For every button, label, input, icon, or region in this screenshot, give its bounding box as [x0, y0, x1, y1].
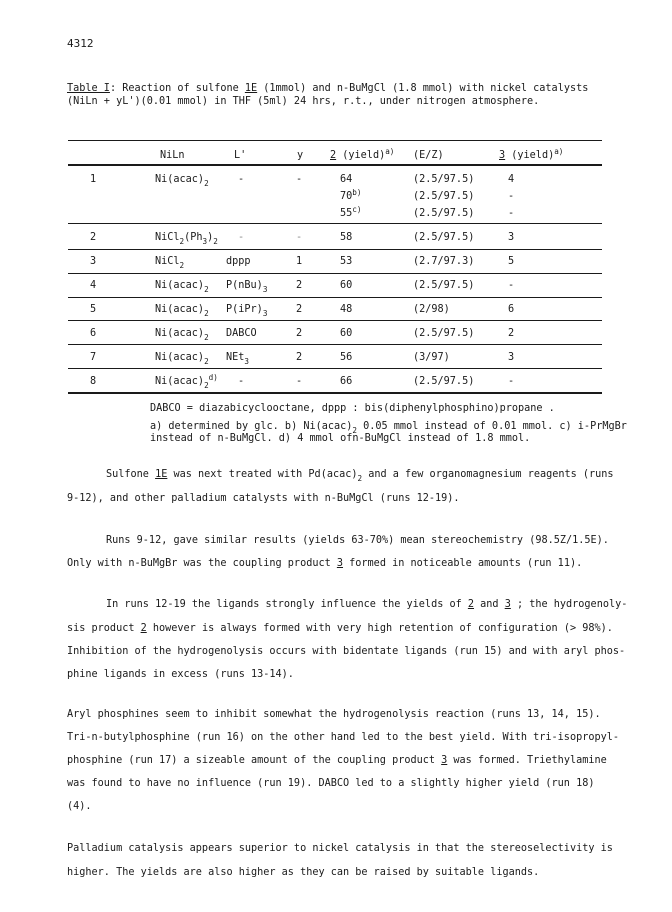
- cell-run: 7: [90, 352, 97, 363]
- cell-ez: (2.5/97.5): [413, 232, 475, 243]
- cell-run: 1: [90, 174, 97, 185]
- cell-lprime: [226, 304, 268, 318]
- cell-niln: [155, 232, 218, 246]
- text: formed in noticeable amounts (run 11).: [343, 558, 583, 569]
- cell-niln: [155, 174, 209, 188]
- table-header-rule: [68, 164, 602, 166]
- subscript: 2: [213, 237, 218, 246]
- cell-lprime: DABCO: [226, 328, 257, 339]
- paragraph-4-line-3: [67, 756, 607, 766]
- catalyst: Ni(acac): [155, 376, 205, 387]
- table-abbreviations: DABCO = diazabicyclooctane, dppp : bis(diphenylphosphino)propane .: [150, 403, 555, 414]
- text: however is always formed with very high retention of configuration (> 98%).: [146, 623, 613, 634]
- footnote-mark: c): [352, 205, 362, 214]
- cell-run: 3: [90, 256, 97, 267]
- footnote-text: 0.05 mmol instead of 0.01 mmol. c) i-PrMgBr: [357, 421, 627, 432]
- cell-y: 2: [296, 280, 303, 291]
- paragraph-4-line-4: was found to have no influence (run 19). DABCO led to a slightly higher yield (run 18): [67, 778, 595, 789]
- value: 70: [340, 191, 353, 202]
- cell-yield-3: 5: [508, 256, 515, 267]
- cell-y: -: [296, 174, 303, 185]
- header-yield-text: (yield): [336, 150, 386, 161]
- header-y: y: [297, 150, 304, 161]
- cell-ez: (2.5/97.5): [413, 191, 475, 202]
- cell-run: 6: [90, 328, 97, 339]
- cell-y: 2: [296, 352, 303, 363]
- cell-niln: [155, 328, 209, 342]
- cell-y: -: [296, 232, 303, 243]
- catalyst: NiCl: [155, 256, 180, 267]
- cell-run: 8: [90, 376, 97, 387]
- subscript: 2: [204, 179, 209, 188]
- text: was formed. Triethylamine: [447, 755, 607, 766]
- paragraph-4-line-2: Tri-n-butylphosphine (run 16) on the other hand led to the best yield. With tri-isopropyl-: [67, 732, 620, 743]
- cell-lprime: -: [238, 232, 245, 243]
- cell-lprime: -: [238, 174, 245, 185]
- compound-ref: 3: [441, 755, 448, 766]
- footnote-text: a) determined by glc. b) Ni(acac): [150, 421, 353, 432]
- paragraph-3-line-4: phine ligands in excess (runs 13-14).: [67, 669, 294, 680]
- cell-ez: (3/97): [413, 352, 450, 363]
- row-divider: [68, 368, 602, 369]
- text: In runs 12-19 the ligands strongly influence the yields of: [106, 599, 468, 610]
- cell-y: 2: [296, 304, 303, 315]
- cell-yield-3: 6: [508, 304, 515, 315]
- cell-yield-2: 48: [340, 304, 353, 315]
- cell-ez: (2/98): [413, 304, 450, 315]
- compound-ref: 1E: [155, 469, 168, 480]
- text: Only with n-BuMgBr was the coupling product: [67, 558, 337, 569]
- paragraph-3-line-1: [106, 600, 627, 610]
- footnote-text: n-BuMgCl instead of 1.8 mmol.: [352, 433, 531, 444]
- cell-yield-2: 60: [340, 280, 353, 291]
- catalyst: NiCl: [155, 232, 180, 243]
- subscript: 2: [204, 285, 209, 294]
- subscript: 2: [179, 237, 185, 246]
- cell-ez: (2.5/97.5): [413, 376, 475, 387]
- subscript: 3: [244, 357, 249, 366]
- table-footnote-line-1: [150, 421, 627, 435]
- row-divider: [68, 344, 602, 345]
- row-divider: [68, 223, 602, 224]
- text: sis product: [67, 623, 141, 634]
- text: Sulfone: [106, 469, 156, 480]
- cell-run: 4: [90, 280, 97, 291]
- cell-yield-3: -: [508, 191, 515, 202]
- paragraph-5-line-1: Palladium catalysis appears superior to nickel catalysis in that the stereoselectivity is: [67, 843, 613, 854]
- header-niln: NiLn: [160, 150, 185, 161]
- cell-lprime: [226, 352, 249, 366]
- text: and a few organomagnesium reagents (runs: [362, 469, 614, 480]
- footnote-mark: d): [208, 373, 218, 382]
- cell-ez: (2.5/97.5): [413, 328, 475, 339]
- paragraph-3-line-3: Inhibition of the hydrogenolysis occurs with bidentate ligands (run 15) and with aryl phos-: [67, 646, 626, 657]
- cell-ez: (2.5/97.5): [413, 208, 475, 219]
- text: was next treated with Pd(acac): [167, 469, 358, 480]
- subscript: 3: [262, 285, 268, 294]
- cell-yield-2: 60: [340, 328, 353, 339]
- cell-yield-2: 56: [340, 352, 353, 363]
- cell-yield-3: 3: [508, 352, 515, 363]
- cell-y: 2: [296, 328, 303, 339]
- text: ; the hydrogenoly-: [510, 599, 628, 610]
- paragraph-2-line-1: Runs 9-12, gave similar results (yields 63-70%) mean stereochemistry (98.5Z/1.5E).: [106, 535, 609, 546]
- cell-y: 1: [296, 256, 303, 267]
- cell-yield-3: -: [508, 376, 515, 387]
- subscript: 2: [204, 357, 209, 366]
- catalyst: Ni(acac): [155, 328, 205, 339]
- catalyst: Ni(acac): [155, 352, 205, 363]
- cell-niln: [155, 304, 209, 318]
- compound-3-ref: 3: [499, 150, 506, 161]
- cell-yield-2: [340, 205, 362, 219]
- text: and: [474, 599, 505, 610]
- footnote-text: instead of n-BuMgCl. d) 4 mmol of: [150, 433, 353, 444]
- catalyst: Ni(acac): [155, 174, 205, 185]
- table-caption-line-2: (NiLn + yL')(0.01 mmol) in THF (5ml) 24 hrs, r.t., under nitrogen atmosphere.: [67, 96, 540, 107]
- table-footnote-line-2: [150, 434, 530, 444]
- text: phosphine (run 17) a sizeable amount of the coupling product: [67, 755, 442, 766]
- cell-niln: [155, 373, 218, 390]
- header-ez: (E/Z): [413, 150, 444, 161]
- table-bottom-rule: [68, 392, 602, 394]
- subscript: 3: [202, 237, 208, 246]
- header-yield-2: [330, 147, 395, 161]
- subscript: 2: [204, 333, 209, 342]
- ligand: NEt: [226, 352, 245, 363]
- subscript: 2: [352, 426, 357, 435]
- cell-run: 2: [90, 232, 97, 243]
- cell-niln: [155, 352, 209, 366]
- row-divider: [68, 320, 602, 321]
- paragraph-5-line-2: higher. The yields are also higher as they can be raised by suitable ligands.: [67, 867, 540, 878]
- catalyst: Ni(acac): [155, 280, 205, 291]
- paragraph-1-line-1: [106, 469, 614, 483]
- cell-ez: (2.5/97.5): [413, 280, 475, 291]
- cell-yield-3: -: [508, 280, 515, 291]
- subscript: 2: [357, 474, 363, 483]
- compound-ref: 3: [336, 558, 344, 569]
- row-divider: [68, 249, 602, 250]
- compound-ref: 2: [140, 623, 147, 634]
- compound-2-ref: 2: [330, 150, 337, 161]
- cell-yield-3: 2: [508, 328, 515, 339]
- row-divider: [68, 273, 602, 274]
- paragraph-4-line-1: Aryl phosphines seem to inhibit somewhat the hydrogenolysis reaction (runs 13, 14, 15).: [67, 709, 601, 720]
- cell-ez: (2.7/97.3): [413, 256, 475, 267]
- cell-lprime: -: [238, 376, 245, 387]
- header-yield-3: [499, 147, 564, 161]
- paragraph-1-line-2: 9-12), and other palladium catalysts with n-BuMgCl (runs 12-19).: [67, 493, 460, 504]
- paren: ): [207, 232, 214, 243]
- cell-y: -: [296, 376, 303, 387]
- value: 55: [340, 208, 353, 219]
- footnote-mark: b): [352, 188, 362, 197]
- catalyst: Ni(acac): [155, 304, 205, 315]
- subscript: 2: [204, 381, 209, 390]
- cell-yield-3: 3: [508, 232, 515, 243]
- cell-yield-3: 4: [508, 174, 515, 185]
- compound-ref: 3: [504, 599, 511, 610]
- subscript: 3: [262, 309, 268, 318]
- paragraph-4-line-5: (4).: [67, 801, 92, 812]
- ligand: P(iPr): [226, 304, 263, 315]
- ligand: (Ph: [184, 232, 203, 243]
- header-yield-text: (yield): [505, 150, 555, 161]
- subscript: 2: [204, 309, 209, 318]
- header-lprime: L': [234, 150, 247, 161]
- paragraph-2-line-2: [67, 559, 582, 569]
- footnote-mark: a): [385, 147, 395, 156]
- cell-yield-2: 58: [340, 232, 353, 243]
- caption-text: : Reaction of sulfone: [109, 83, 245, 94]
- ligand: P(nBu): [226, 280, 263, 291]
- caption-text: (1mmol) and n-BuMgCl (1.8 mmol) with nickel catalysts: [257, 83, 589, 94]
- page-number: 4312: [67, 37, 94, 50]
- cell-lprime: dppp: [226, 256, 251, 267]
- table-label: Table I: [67, 83, 110, 94]
- cell-yield-3: -: [508, 208, 515, 219]
- table-top-rule: [68, 140, 602, 141]
- cell-yield-2: [340, 188, 362, 202]
- paragraph-3-line-2: [67, 624, 613, 634]
- compound-ref: 2: [467, 599, 475, 610]
- cell-yield-2: 53: [340, 256, 353, 267]
- footnote-mark: a): [554, 147, 564, 156]
- cell-yield-2: 64: [340, 174, 353, 185]
- cell-niln: [155, 280, 209, 294]
- sulfone-ref: 1E: [244, 83, 258, 94]
- cell-niln: [155, 256, 185, 270]
- cell-run: 5: [90, 304, 97, 315]
- cell-lprime: [226, 280, 268, 294]
- cell-ez: (2.5/97.5): [413, 174, 475, 185]
- subscript: 2: [179, 261, 185, 270]
- cell-yield-2: 66: [340, 376, 353, 387]
- table-caption-line-1: [67, 84, 588, 94]
- row-divider: [68, 297, 602, 298]
